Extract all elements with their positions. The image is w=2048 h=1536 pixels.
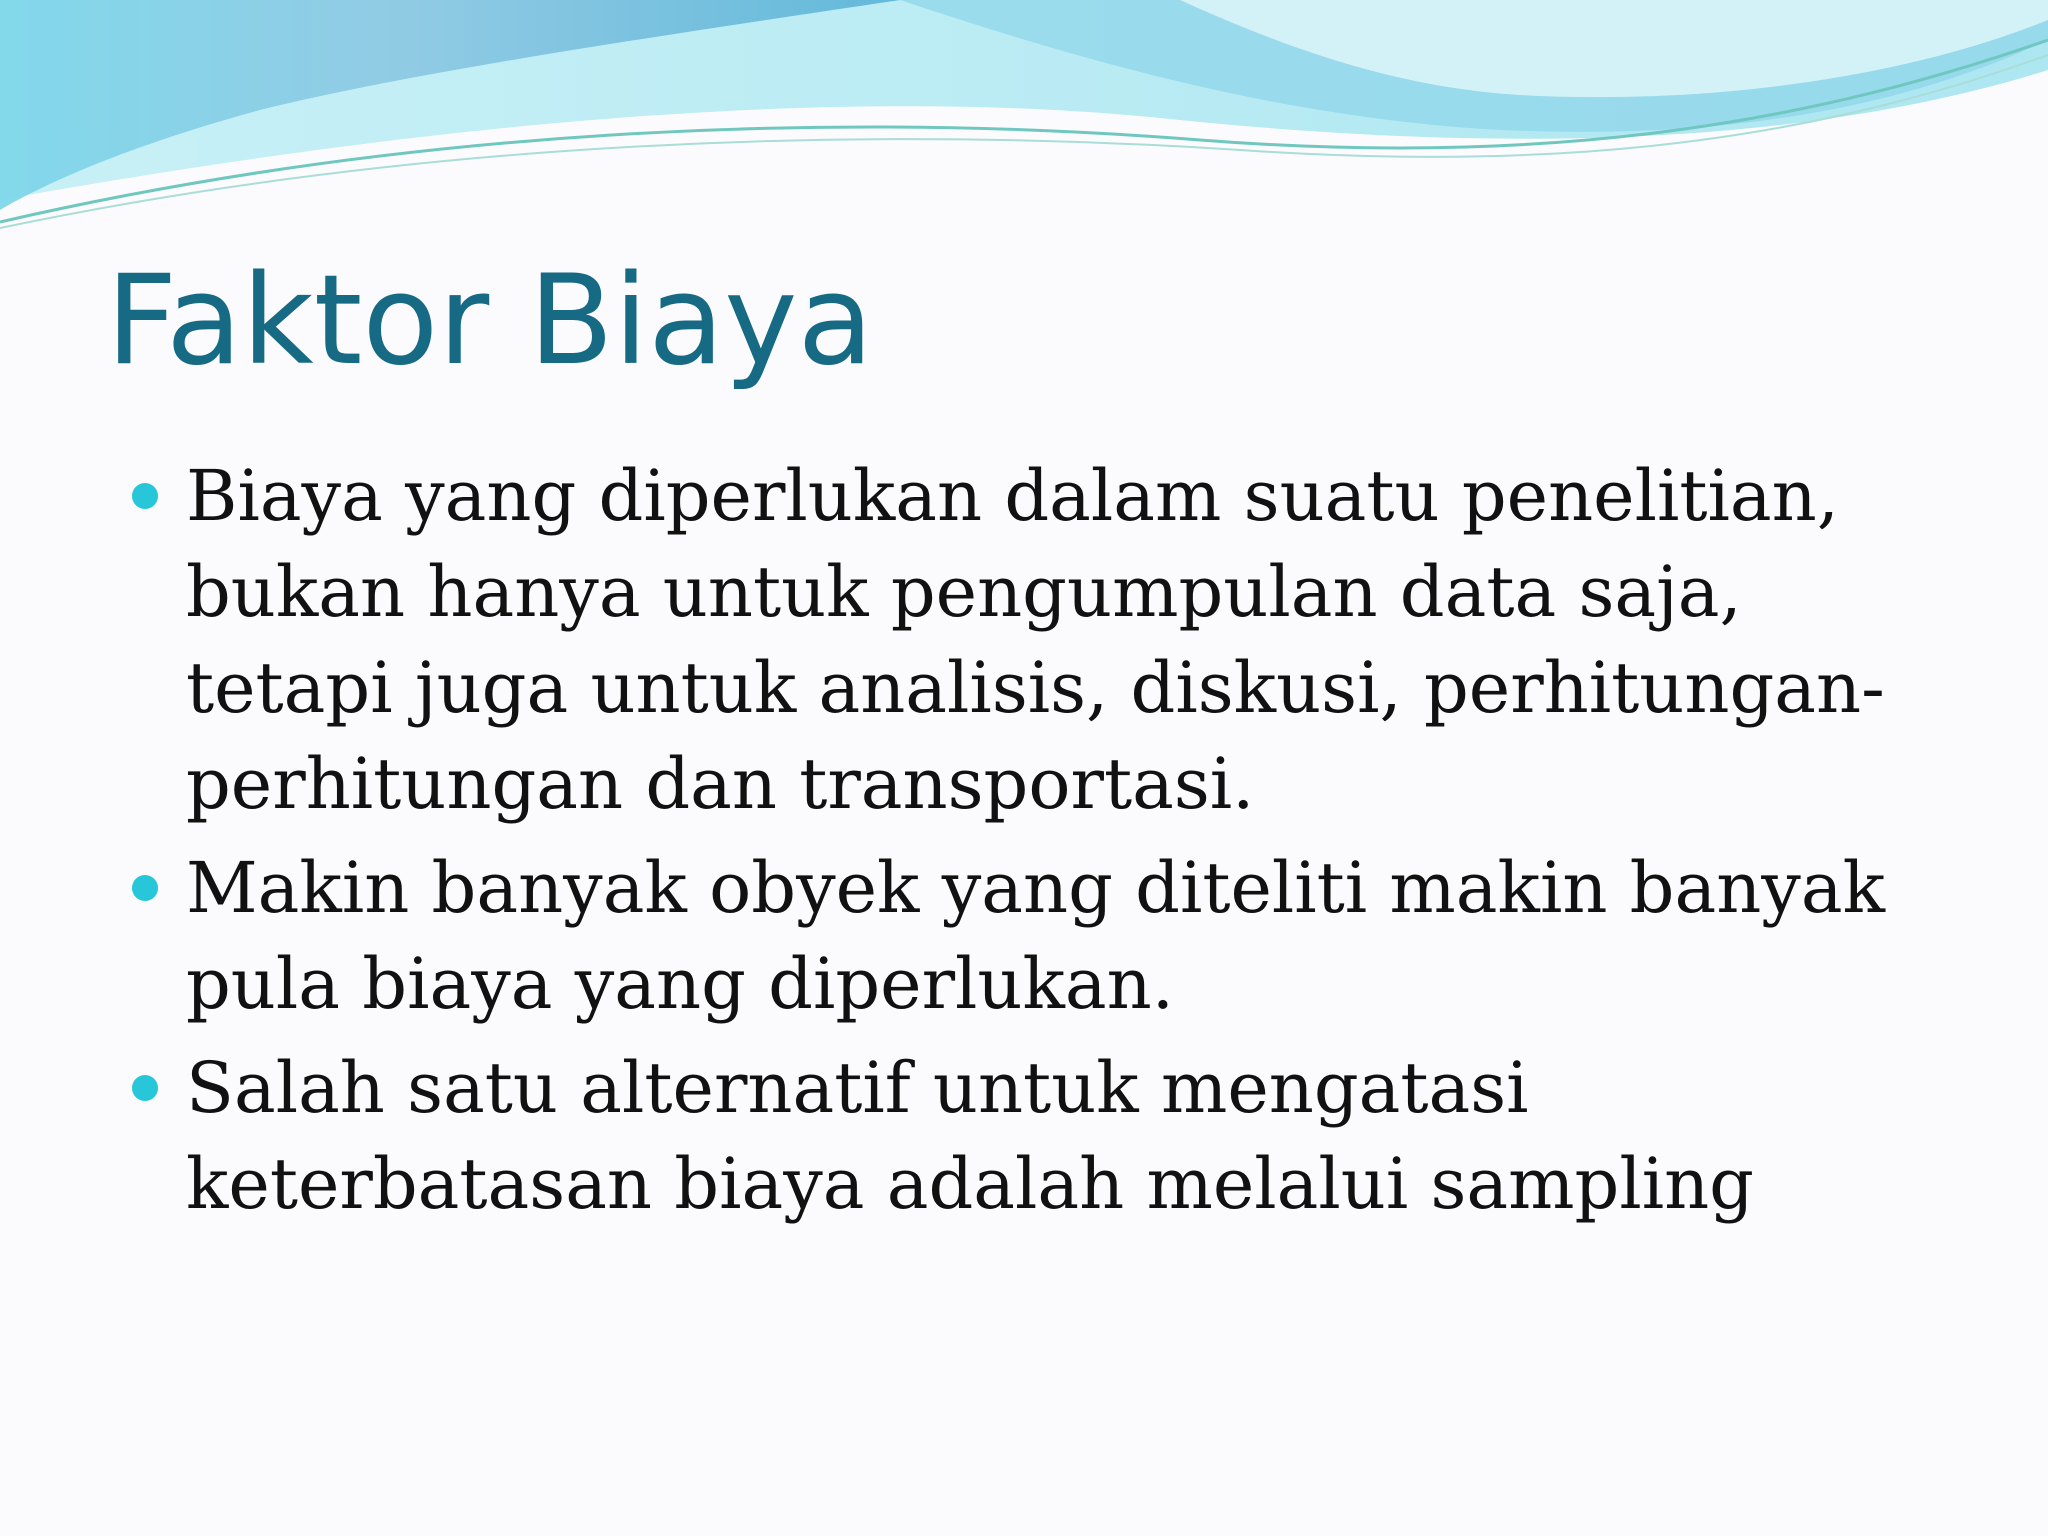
bullet-list (0, 448, 2048, 1240)
bullet-dot-icon (132, 1075, 158, 1101)
bullet-text: Salah satu alternatif untuk mengatasi keterbatasan biaya adalah melalui sampling (186, 1047, 1754, 1225)
slide-title: Faktor Biaya (106, 249, 874, 393)
bullet-dot-icon (132, 483, 158, 509)
bullet-item (0, 448, 1946, 832)
bullet-text: Makin banyak obyek yang diteliti makin banyak pula biaya yang diperlukan. (186, 847, 1886, 1025)
bullet-item (0, 840, 1946, 1032)
bullet-text: Biaya yang diperlukan dalam suatu penelitian, bukan hanya untuk pengumpulan data saja, tetapi juga untuk analisis, diskusi, perhitungan-perhitungan dan transportasi. (186, 455, 1885, 825)
bullet-item (0, 1040, 1946, 1232)
bullet-dot-icon (132, 875, 158, 901)
wave-header-decoration (0, 0, 2048, 240)
